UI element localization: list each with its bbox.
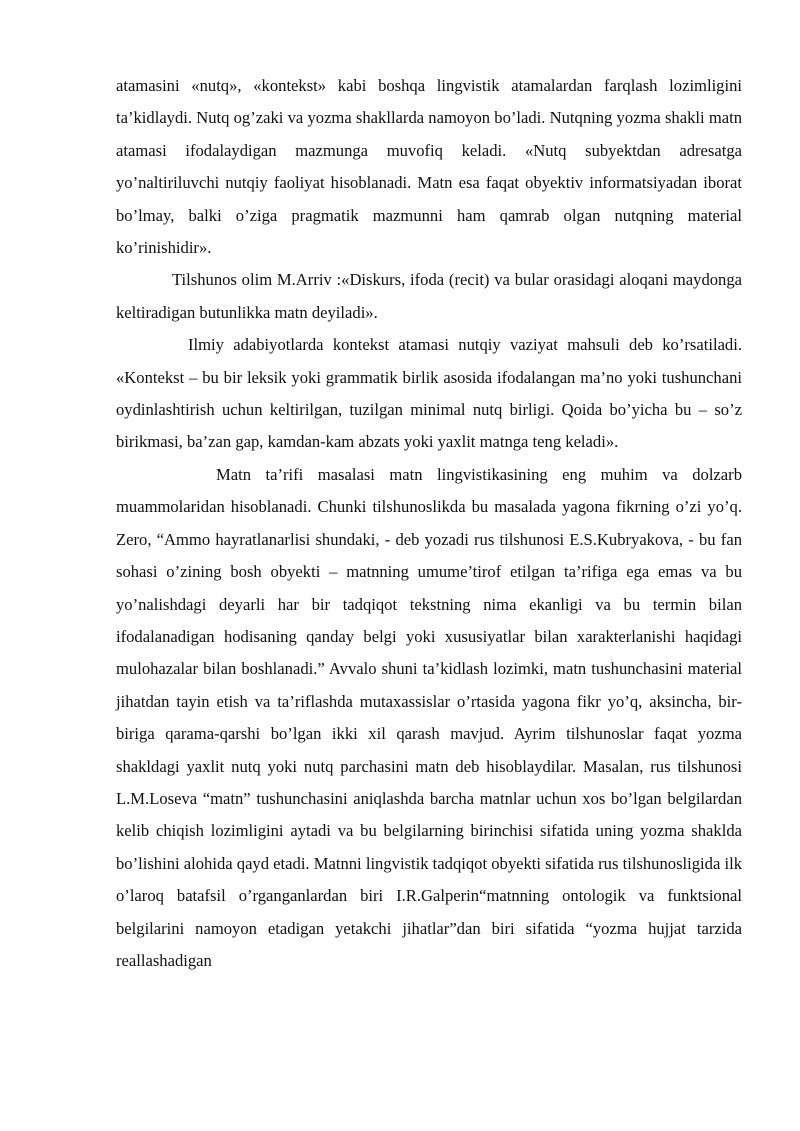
paragraph-text-definition: Matn ta’rifi masalasi matn lingvistikasining eng muhim va dolzarb muammolaridan hisoblanadi. Chunki tilshunoslikda bu masalada yagona fikrning o’zi yo’q. Zero, “Ammo hayratlanarlisi shundaki, - deb yozadi rus tilshunosi E.S.Kubryakova, - bu fan sohasi o’zining bosh obyekti – matnning umume’tirof etilgan ta’rifiga ega emas va bu yo’nalishdagi deyarli har bir tadqiqot tekstning nima ekanligi va bu termin bilan ifodalanadigan hodisaning qanday belgi yoki xususiyatlar bilan xarakterlanishi haqidagi mulohazalar bilan boshlanadi.” Avvalo shuni ta’kidlash lozimki, matn tushunchasini material jihatdan tayin etish va ta’riflashda mutaxassislar o’rtasida yagona fikr yo’q, aksincha, bir-biriga qarama-qarshi bo’lgan ikki xil qarash mavjud. Ayrim tilshunoslar faqat yozma shakldagi yaxlit nutq yoki nutq parchasini matn deb hisoblaydilar. Masalan, rus tilshunosi L.M.Loseva “matn” tushunchasini aniqlashda barcha matnlar uchun xos bo’lgan belgilardan kelib chiqish lozimligini aytadi va bu belgilarning birinchisi sifatida uning yozma shaklda bo’lishini alohida qayd etadi. Matnni lingvistik tadqiqot obyekti sifatida rus tilshunosligida ilk o’laroq batafsil o’rganganlardan biri I.R.Galperin“matnning ontologik va funktsional belgilarini namoyon etadigan yetakchi jihatlar”dan biri sifatida “yozma hujjat tarzida reallashadigan <box>116 464 742 970</box>
paragraph-arriv-definition: Tilshunos olim M.Arriv :«Diskurs, ifoda (recit) va bular orasidagi aloqani maydonga keltiradigan butunlikka matn deyiladi». <box>116 270 742 322</box>
document-page <box>116 70 742 977</box>
paragraph-continuation: atamasini «nutq», «kontekst» kabi boshqa lingvistik atamalardan farqlash lozimligini ta’kidlaydi. Nutq og’zaki va yozma shakllarda namoyon bo’ladi. Nutqning yozma shakli matn atamasi ifodalaydigan mazmunga muvofiq keladi. «Nutq subyektdan adresatga yo’naltiriluvchi nutqiy faoliyat hisoblanadi. Matn esa faqat obyektiv informatsiyadan iborat bo’lmay, balki o’ziga pragmatik mazmunni ham qamrab olgan nutqning material ko’rinishidir». <box>116 76 742 258</box>
paragraph-context-definition: Ilmiy adabiyotlarda kontekst atamasi nutqiy vaziyat mahsuli deb ko’rsatiladi. «Kontekst – bu bir leksik yoki grammatik birlik asosida ifodalangan ma’no yoki tushunchani oydinlashtirish uchun keltirilgan, tuzilgan minimal nutq birligi. Qoida bo’yicha bu – so’z birikmasi, ba’zan gap, kamdan-kam abzats yoki yaxlit matnga teng keladi». <box>116 335 742 452</box>
